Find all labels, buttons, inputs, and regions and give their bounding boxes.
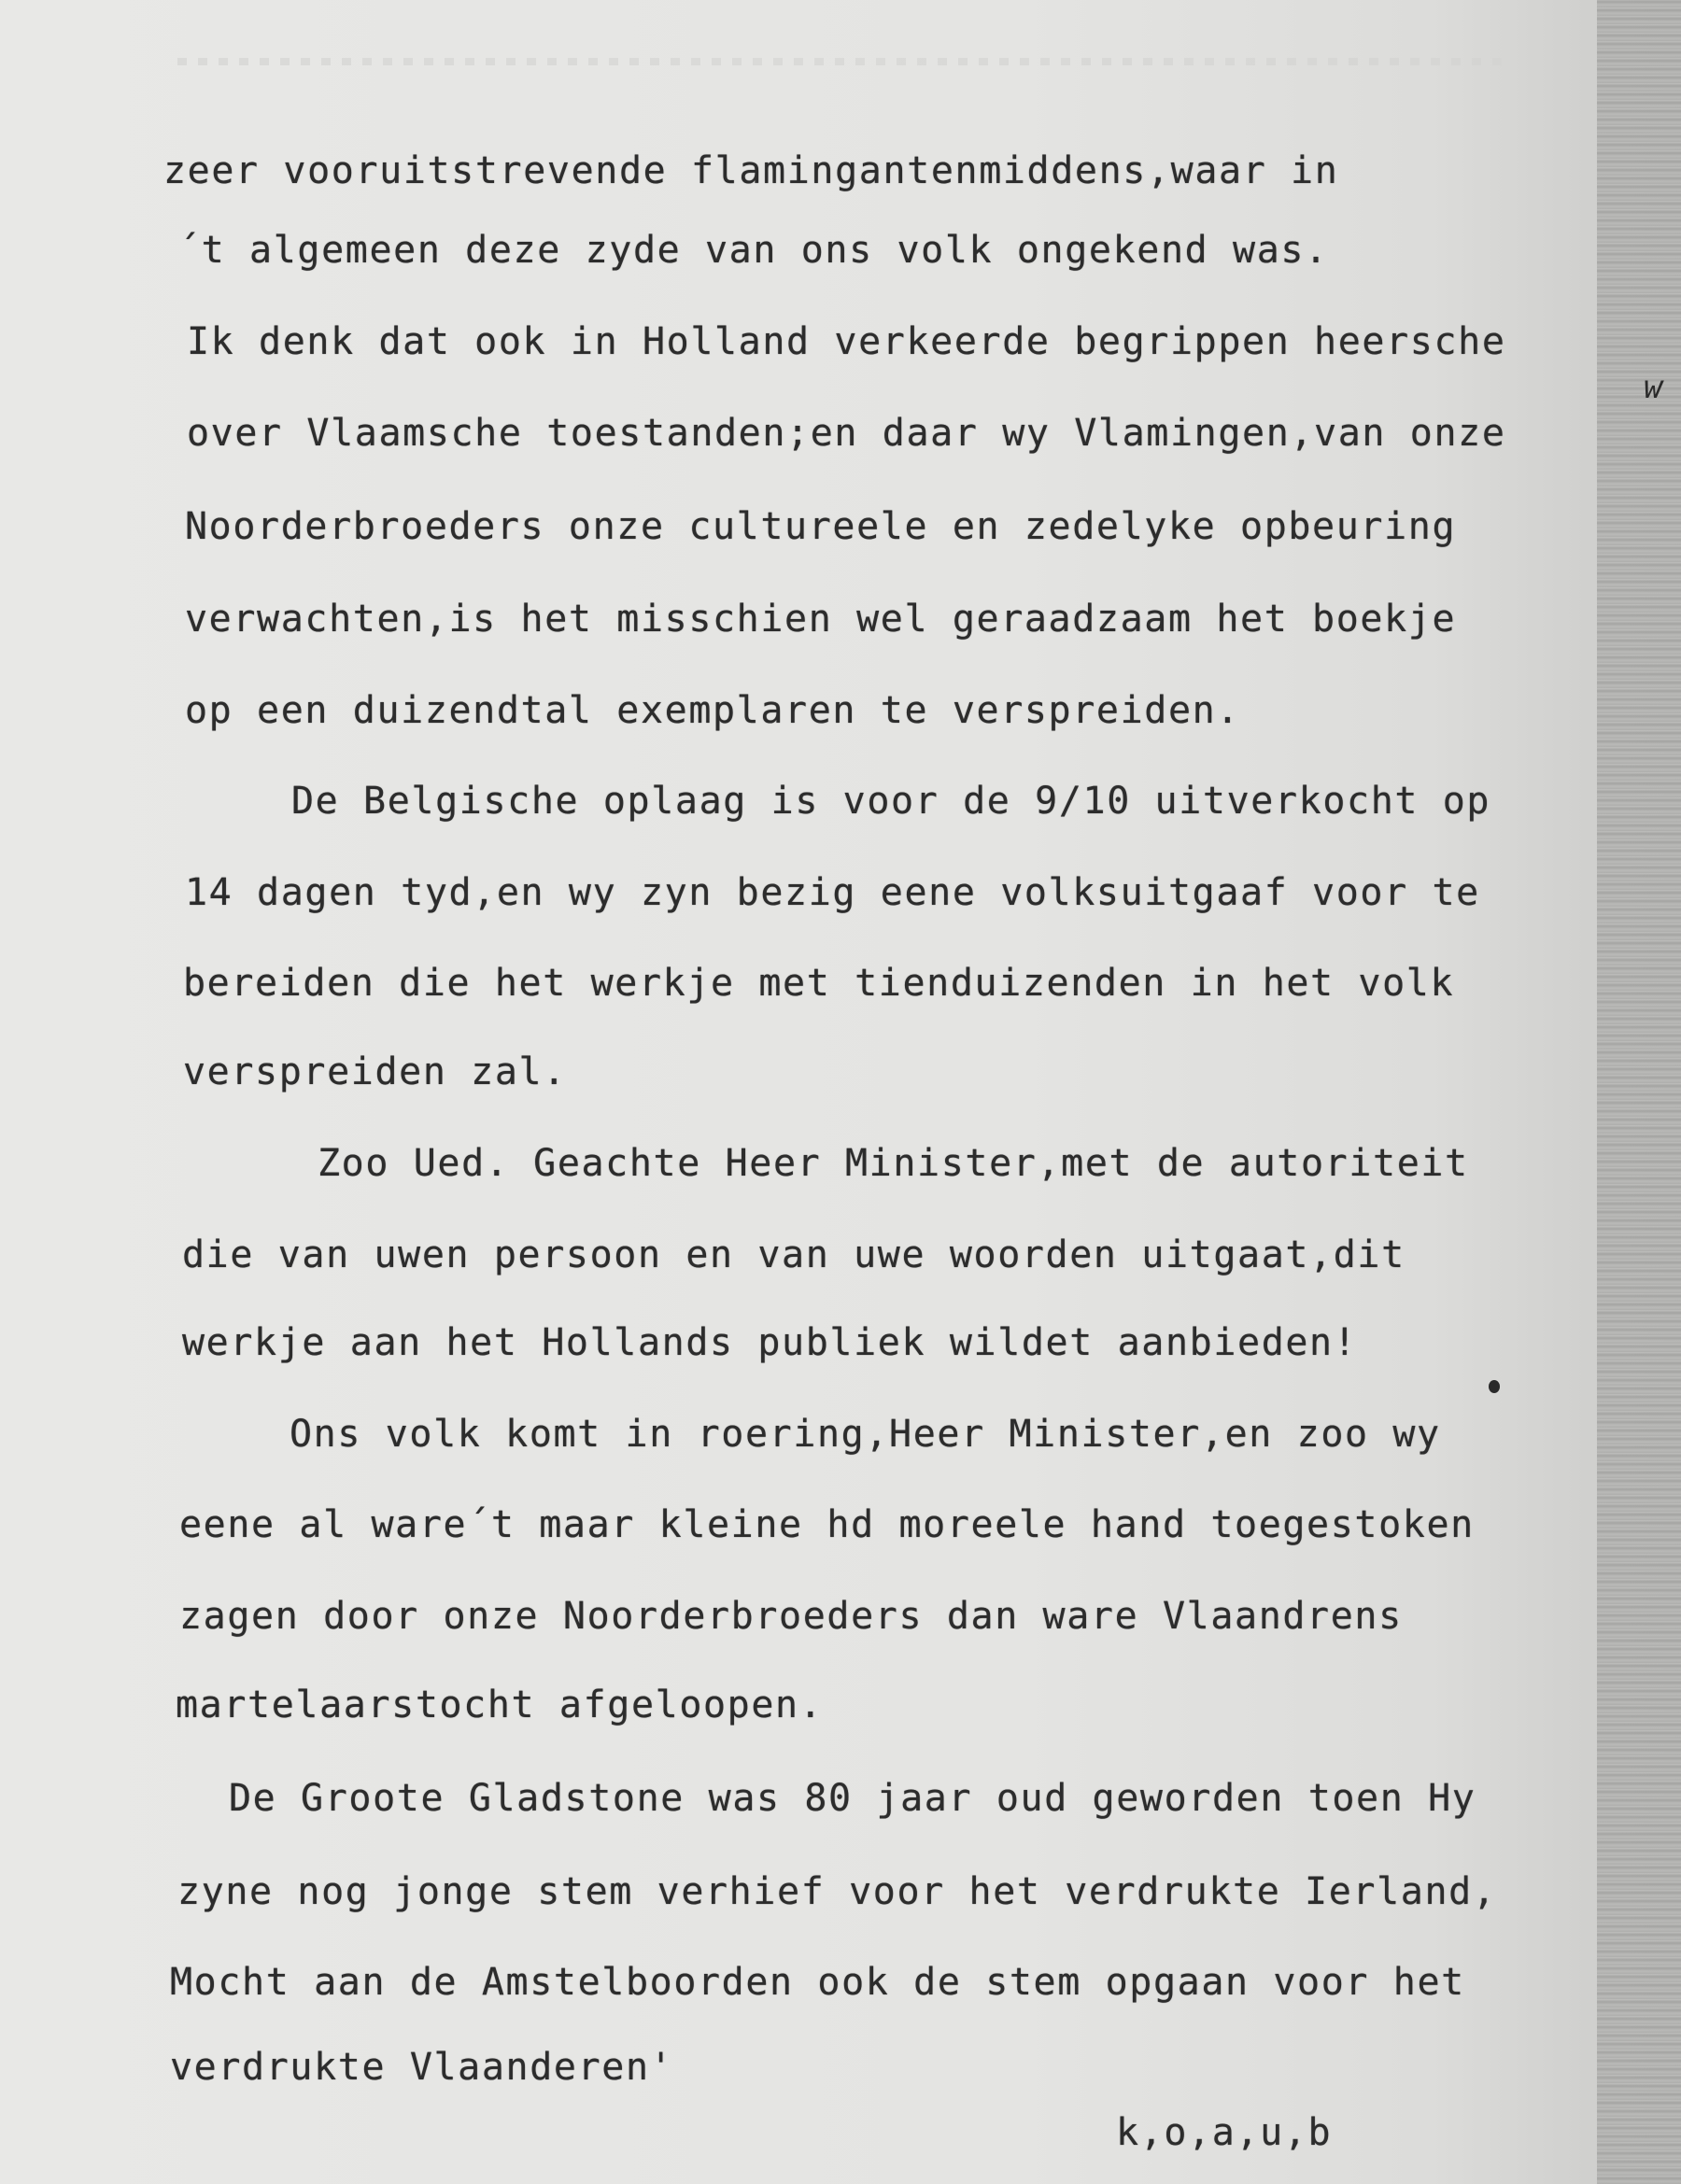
text-line-1: zeer vooruitstrevende flamingantenmiddens,waar in xyxy=(163,149,1339,192)
text-line-22: verdrukte Vlaanderen' xyxy=(170,2046,674,2089)
text-line-21: Mocht aan de Amstelboorden ook de stem opgaan voor het xyxy=(170,1961,1465,2004)
text-line-12: Zoo Ued. Geachte Heer Minister,met de autoriteit xyxy=(318,1142,1469,1185)
text-line-19: De Groote Gladstone was 80 jaar oud geworden toen Hy xyxy=(229,1777,1476,1820)
text-line-6: verwachten,is het misschien wel geraadzaam het boekje xyxy=(185,598,1457,641)
text-line-10: bereiden die het werkje met tienduizenden in het volk xyxy=(183,962,1455,1005)
text-line-14: werkje aan het Hollands publiek wildet aanbieden! xyxy=(182,1321,1358,1364)
text-line-9: 14 dagen tyd,en wy zyn bezig eene volksuitgaaf voor te xyxy=(185,871,1480,914)
text-line-5: Noorderbroeders onze cultureele en zedelyke opbeuring xyxy=(185,505,1457,548)
text-line-2: ´t algemeen deze zyde van ons volk ongekend was. xyxy=(177,229,1329,272)
faint-bleed-through-line xyxy=(177,58,1504,65)
text-line-11: verspreiden zal. xyxy=(183,1050,567,1093)
text-line-3: Ik denk dat ook in Holland verkeerde begrippen heersche xyxy=(187,320,1506,363)
text-line-13: die van uwen persoon en van uwe woorden uitgaat,dit xyxy=(182,1233,1406,1276)
signature: k,o,a,u,b xyxy=(1116,2111,1333,2154)
handwritten-margin-mark: w xyxy=(1644,369,1663,406)
text-line-18: martelaarstocht afgeloopen. xyxy=(176,1684,824,1726)
text-line-15: Ons volk komt in roering,Heer Minister,en zoo wy xyxy=(290,1413,1441,1456)
text-line-17: zagen door onze Noorderbroeders dan ware Vlaandrens xyxy=(179,1595,1403,1638)
text-line-7: op een duizendtal exemplaren te verspreiden. xyxy=(185,689,1241,732)
text-line-20: zyne nog jonge stem verhief voor het verdrukte Ierland, xyxy=(177,1870,1497,1913)
text-line-16: eene al ware´t maar kleine hd moreele hand toegestoken xyxy=(179,1503,1475,1546)
text-line-4: over Vlaamsche toestanden;en daar wy Vlamingen,van onze xyxy=(187,412,1506,455)
ink-dot-mark xyxy=(1489,1380,1500,1393)
page-edge-shadow xyxy=(1597,0,1681,2184)
text-line-8: De Belgische oplaag is voor de 9/10 uitverkocht op xyxy=(291,780,1491,823)
